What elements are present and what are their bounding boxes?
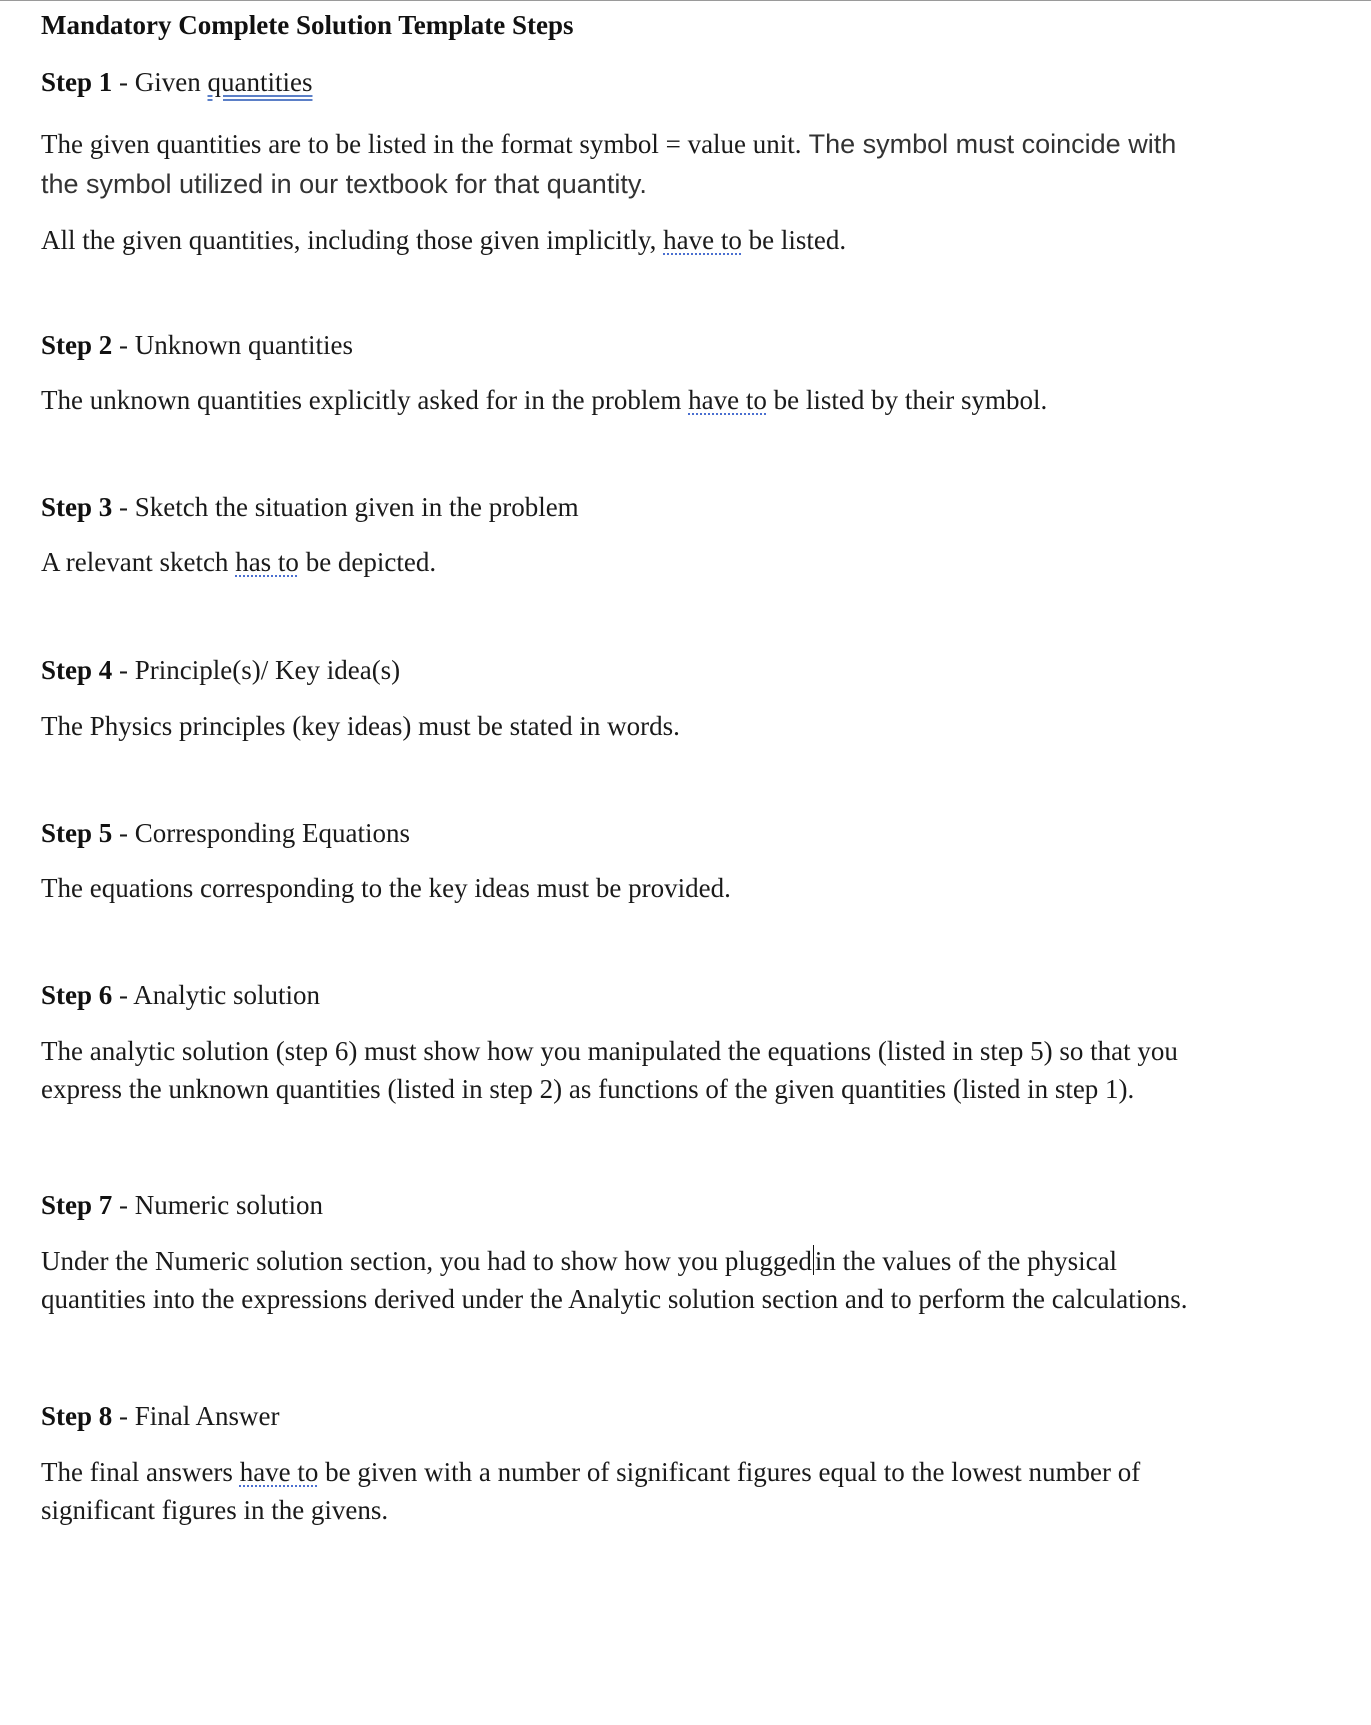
step-2-heading (41, 327, 353, 363)
body-text: be listed. (741, 225, 847, 255)
step-4-body: The Physics principles (key ideas) must be stated in words. (41, 711, 680, 741)
step-7-body-line-1 (41, 1243, 1117, 1279)
body-text: be depicted. (298, 547, 437, 577)
body-text: The unknown quantities explicitly asked for in the problem (41, 385, 689, 415)
step-heading-text: Given (134, 67, 208, 97)
step-7-heading (41, 1187, 323, 1223)
step-heading-text: Final Answer (134, 1401, 280, 1431)
step-3-body (41, 544, 436, 580)
step-1-body-line-2 (41, 166, 647, 202)
step-separator: - (112, 1190, 135, 1220)
document-title: Mandatory Complete Solution Template Steps (41, 10, 574, 40)
step-5-heading (41, 815, 410, 851)
grammar-flag-phrase[interactable]: have to (239, 1457, 319, 1487)
step-label: Step 8 (41, 1401, 113, 1431)
step-7-body-line-2: quantities into the expressions derived under the Analytic solution section and to perform the calculations. (41, 1284, 1188, 1314)
body-text: in the values of the physical (814, 1246, 1118, 1276)
body-text: be listed by their symbol. (766, 385, 1048, 415)
step-label: Step 5 (41, 818, 113, 848)
body-text: be given with a number of significant figures equal to the lowest number of (318, 1457, 1141, 1487)
step-6-heading (41, 977, 320, 1013)
step-6-body-line-2: express the unknown quantities (listed in step 2) as functions of the given quantities (listed in step 1). (41, 1074, 1135, 1104)
step-8-heading (41, 1398, 280, 1434)
step-heading-text: Analytic solution (133, 980, 321, 1010)
step-heading-text: Sketch the situation given in the problem (134, 492, 579, 522)
body-text: The given quantities are to be listed in the format symbol = value unit. (41, 129, 802, 159)
step-1-body-line-1 (41, 126, 1176, 162)
step-label: Step 2 (41, 330, 113, 360)
step-heading-text: Corresponding Equations (134, 818, 410, 848)
grammar-flag-phrase[interactable]: have to (663, 225, 742, 255)
step-separator: - (112, 980, 134, 1010)
step-separator: - (112, 655, 135, 685)
step-label: Step 4 (41, 655, 113, 685)
step-1-body-line-3 (41, 222, 846, 258)
step-label: Step 3 (41, 492, 113, 522)
grammar-flag-phrase[interactable]: has to (235, 547, 299, 577)
body-text-sans: the symbol utilized in our textbook for that quantity. (41, 169, 647, 199)
step-3-heading (41, 489, 579, 525)
step-5-body: The equations corresponding to the key ideas must be provided. (41, 873, 731, 903)
step-8-body-line-2: significant figures in the givens. (41, 1495, 389, 1525)
step-4-heading (41, 652, 400, 688)
body-text: A relevant sketch (41, 547, 236, 577)
page-top-border (0, 0, 1371, 1)
step-heading-text: Principle(s)/ Key idea(s) (134, 655, 401, 685)
body-text: The final answers (41, 1457, 240, 1487)
step-2-body (41, 382, 1047, 418)
step-8-body-line-1 (41, 1454, 1140, 1490)
step-separator: - (112, 492, 135, 522)
body-text-sans: The symbol must coincide with (801, 129, 1177, 159)
grammar-flag-word[interactable]: quantities (207, 67, 313, 97)
step-label: Step 7 (41, 1190, 113, 1220)
step-heading-text: Unknown quantities (134, 330, 353, 360)
body-text: Under the Numeric solution section, you had to show how you plugged (41, 1246, 812, 1276)
grammar-flag-phrase[interactable]: have to (688, 385, 767, 415)
step-separator: - (112, 1401, 135, 1431)
text-cursor[interactable] (813, 1245, 814, 1275)
step-1-heading (41, 64, 312, 100)
step-heading-text: Numeric solution (134, 1190, 323, 1220)
step-6-body-line-1: The analytic solution (step 6) must show how you manipulated the equations (listed in step 5) so that you (41, 1036, 1178, 1066)
body-text: All the given quantities, including those given implicitly, (41, 225, 664, 255)
step-label: Step 6 (41, 980, 113, 1010)
step-label: Step 1 (41, 67, 113, 97)
step-separator: - (112, 67, 135, 97)
step-separator: - (112, 330, 135, 360)
step-separator: - (112, 818, 135, 848)
